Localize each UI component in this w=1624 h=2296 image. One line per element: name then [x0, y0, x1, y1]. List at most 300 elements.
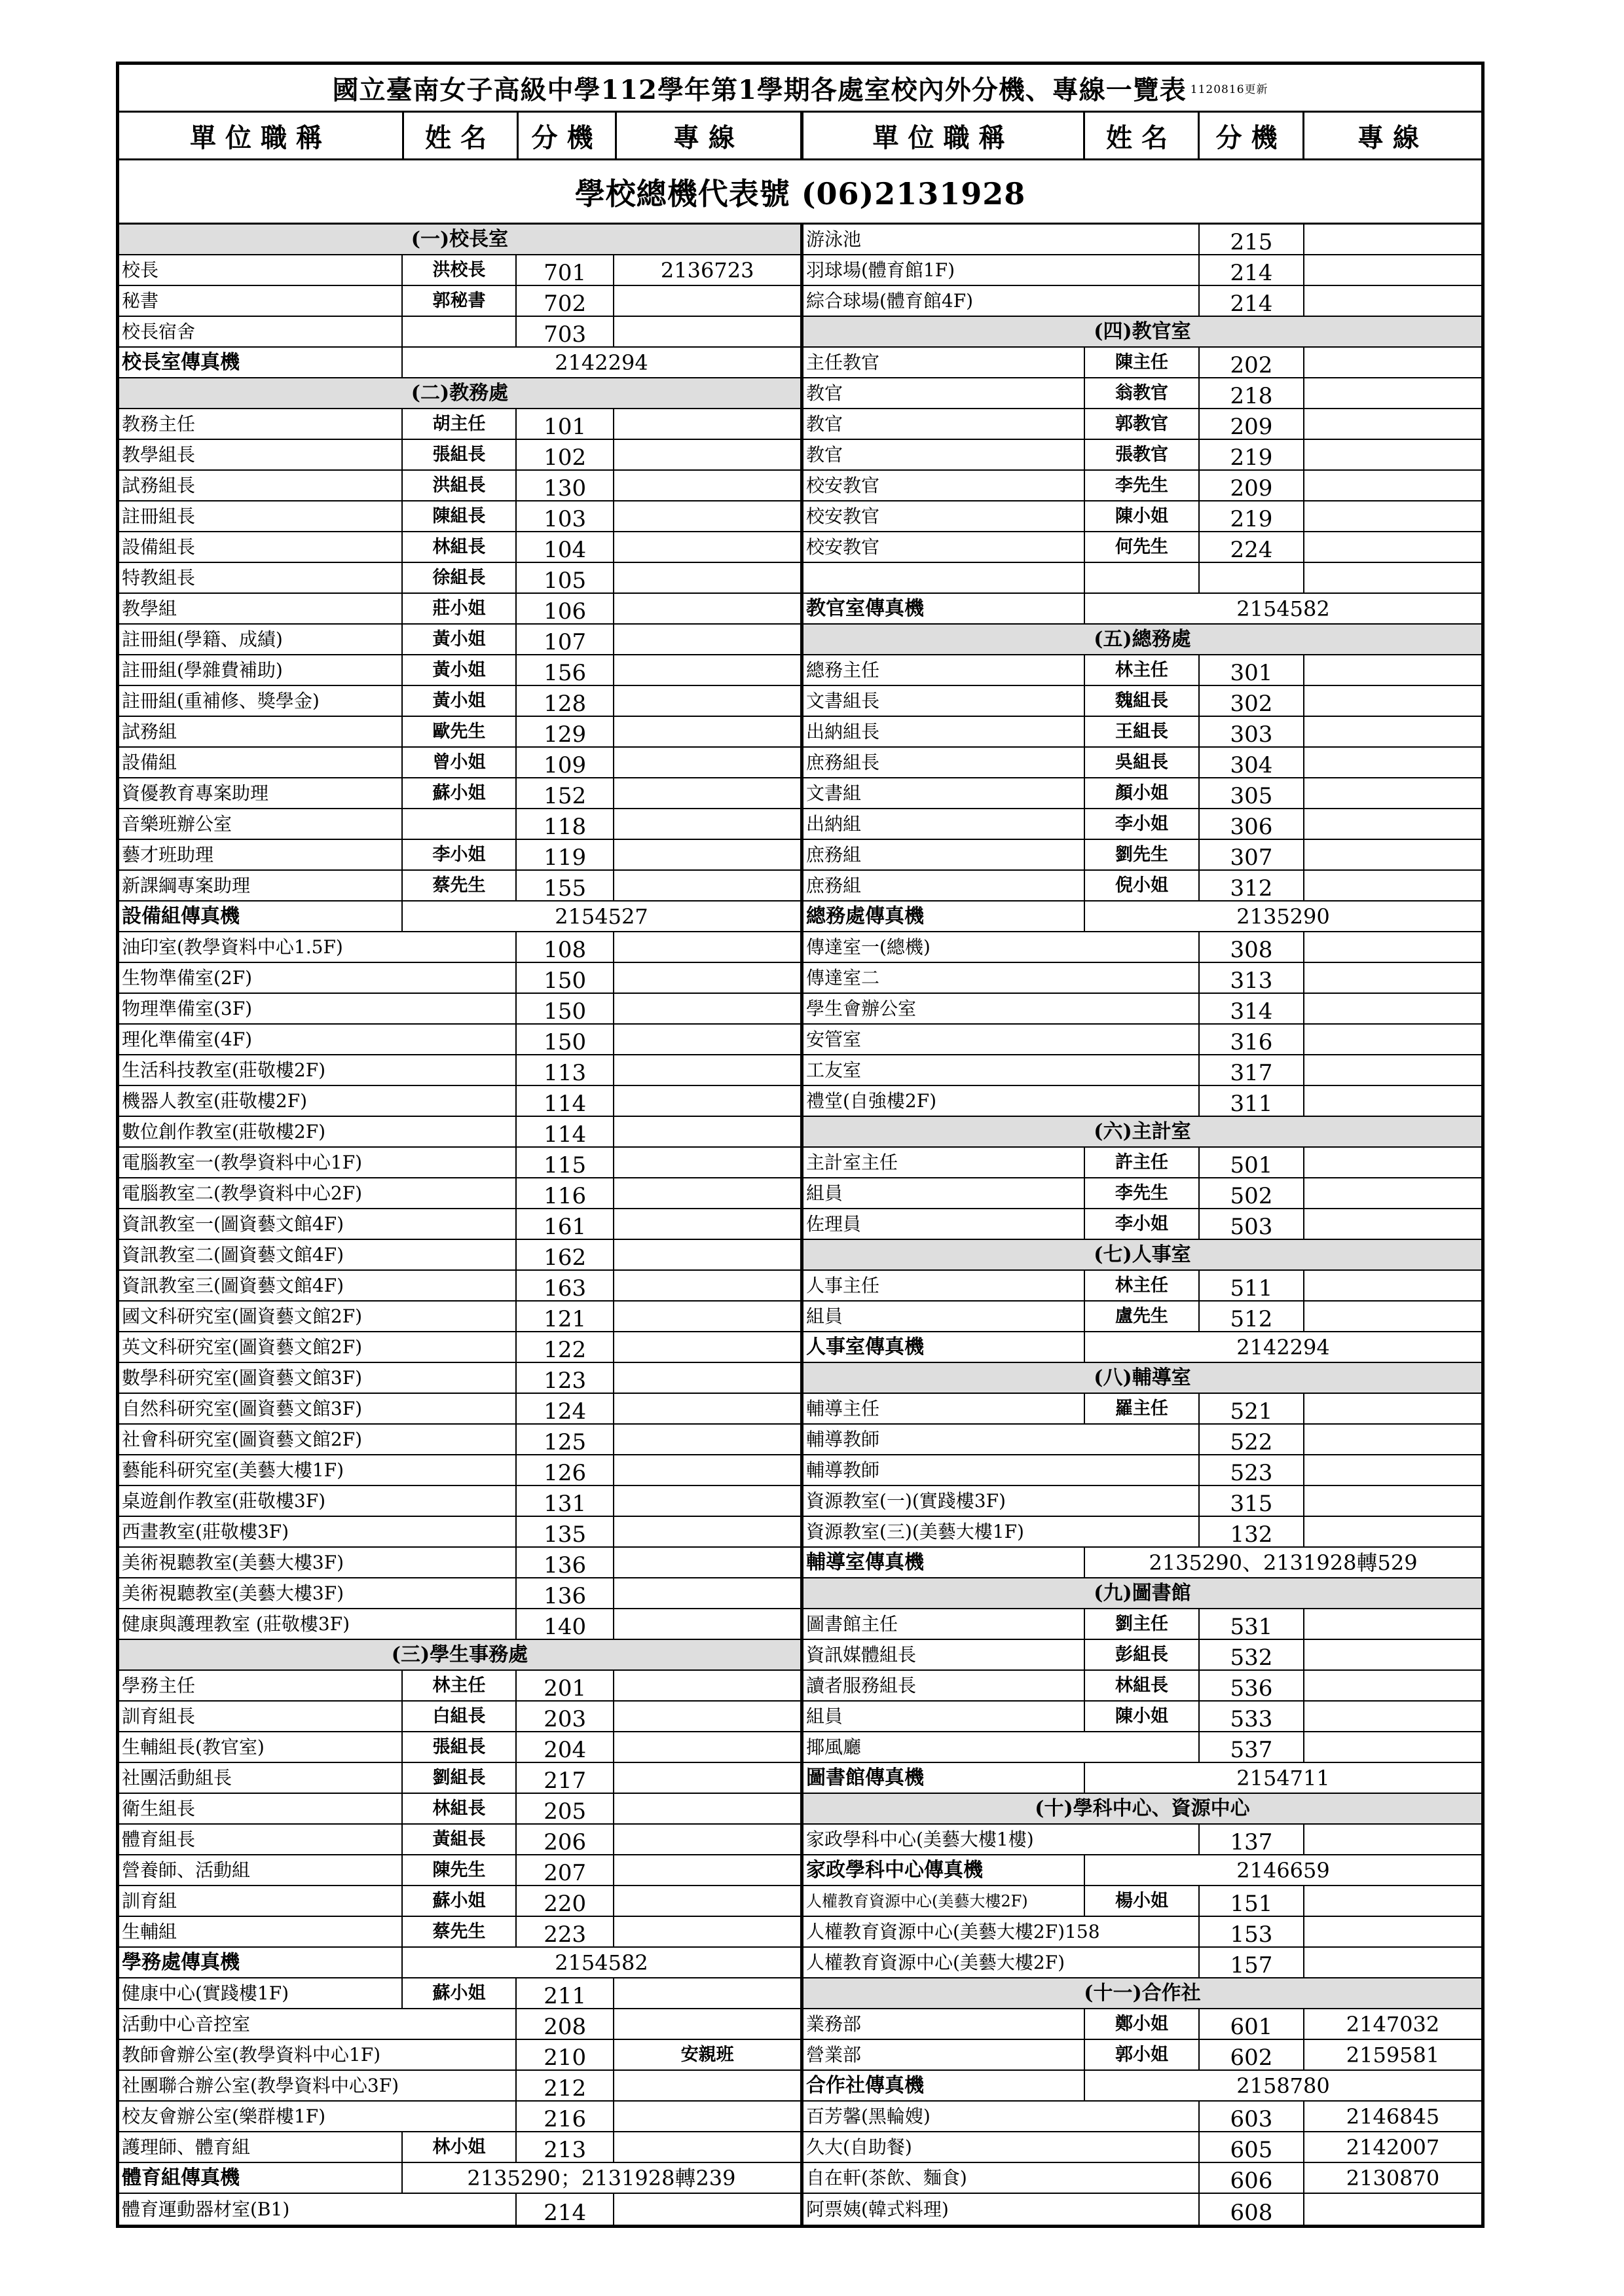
table-row	[119, 1148, 800, 1178]
direct-line-cell	[1304, 1886, 1481, 1916]
section-label: (十一)合作社	[1084, 1981, 1201, 2005]
table-row	[803, 1394, 1481, 1425]
extension-cell: 702	[517, 286, 614, 316]
extension-cell	[1200, 563, 1304, 592]
table-row	[119, 1240, 800, 1271]
unit-cell: 教官	[803, 378, 1085, 408]
extension-cell: 533	[1200, 1702, 1304, 1731]
direct-line-cell	[614, 655, 800, 685]
unit-cell: 註冊組(重補修、獎學金)	[119, 686, 403, 716]
direct-line-cell	[1304, 1025, 1481, 1054]
direct-line-cell	[614, 2009, 800, 2039]
extension-cell: 157	[1200, 1948, 1304, 1977]
fax-row	[803, 902, 1481, 932]
table-row	[119, 1825, 800, 1855]
direct-line-cell	[1304, 348, 1481, 377]
table-row	[119, 2102, 800, 2132]
unit-cell: 國文科研究室(圖資藝文館2F)	[119, 1302, 517, 1331]
direct-line-cell	[614, 1886, 800, 1916]
direct-line-cell	[614, 963, 800, 993]
extension-cell: 131	[517, 1486, 614, 1516]
section-label: (六)主計室	[1094, 1120, 1191, 1143]
name-cell: 徐組長	[403, 563, 517, 592]
extension-cell: 208	[517, 2009, 614, 2039]
unit-cell: 文書組長	[803, 686, 1085, 716]
direct-line-cell: 2130870	[1346, 2165, 1440, 2191]
unit-cell: 輔導教師	[803, 1425, 1200, 1454]
table-row	[119, 994, 800, 1025]
unit-cell: 體育運動器材室(B1)	[119, 2194, 517, 2225]
direct-line-cell	[614, 2071, 800, 2100]
extension-cell: 209	[1200, 409, 1304, 439]
extension-cell: 214	[1200, 255, 1304, 285]
extension-cell: 163	[517, 1271, 614, 1300]
name-cell: 李先生	[1085, 471, 1200, 500]
table-row	[803, 1671, 1481, 1702]
unit-cell: 安管室	[803, 1025, 1200, 1054]
section-label: (九)圖書館	[1094, 1581, 1191, 1605]
direct-line-cell	[1304, 1948, 1481, 1977]
direct-line-cell	[1304, 1609, 1481, 1639]
table-row	[119, 1978, 800, 2009]
table-row	[803, 2102, 1481, 2132]
extension-cell: 114	[517, 1117, 614, 1146]
table-row	[119, 1271, 800, 1302]
unit-cell: 出納組長	[803, 717, 1085, 746]
fax-number: 2146659	[1236, 1857, 1330, 1883]
direct-line-cell	[614, 778, 800, 808]
unit-cell: 學務主任	[119, 1671, 403, 1700]
extension-cell: 303	[1200, 717, 1304, 746]
table-row	[119, 840, 800, 871]
section-label: (七)人事室	[1094, 1243, 1191, 1266]
name-cell: 蘇小姐	[403, 1886, 517, 1916]
table-row	[119, 255, 800, 286]
name-cell: 黃組長	[403, 1825, 517, 1854]
unit-cell: 註冊組長	[119, 501, 403, 531]
table-row	[119, 2194, 800, 2225]
name-cell: 郭教官	[1085, 409, 1200, 439]
unit-cell: 健康與護理教室 (莊敬樓3F)	[119, 1609, 517, 1639]
section-header	[803, 1978, 1481, 2009]
direct-line-cell	[614, 1578, 800, 1608]
unit-cell: 組員	[803, 1302, 1085, 1331]
table-row	[803, 286, 1481, 317]
direct-line-cell	[614, 1178, 800, 1208]
unit-cell: 主任教官	[803, 348, 1085, 377]
direct-line-cell	[1304, 1917, 1481, 1946]
extension-cell: 521	[1200, 1394, 1304, 1423]
name-cell: 李小姐	[403, 840, 517, 869]
name-cell: 郭小姐	[1085, 2040, 1200, 2069]
main-number: 學校總機代表號 (06)2131928	[119, 160, 1481, 225]
extension-cell: 123	[517, 1363, 614, 1393]
direct-line-cell	[614, 1978, 800, 2008]
extension-cell: 107	[517, 625, 614, 654]
name-cell: 陳小姐	[1085, 501, 1200, 531]
name-cell: 郭秘書	[403, 286, 517, 316]
direct-line-cell	[1304, 994, 1481, 1023]
unit-cell: 佐理員	[803, 1209, 1085, 1239]
direct-line-cell	[614, 625, 800, 654]
name-cell: 洪校長	[403, 255, 517, 285]
direct-line-cell	[1304, 1148, 1481, 1177]
unit-cell: 油印室(教學資料中心1.5F)	[119, 932, 517, 962]
direct-line-cell	[1304, 1517, 1481, 1546]
direct-line-cell: 安親班	[680, 2045, 734, 2065]
name-cell	[1085, 563, 1200, 592]
table-row	[119, 1578, 800, 1609]
name-cell: 莊小姐	[403, 594, 517, 623]
extension-cell: 140	[517, 1609, 614, 1639]
header-name: 姓名	[404, 113, 519, 158]
table-row	[803, 440, 1481, 471]
table-row	[803, 717, 1481, 748]
table-row	[119, 1486, 800, 1517]
direct-line-cell	[614, 1117, 800, 1146]
direct-line-cell	[614, 409, 800, 439]
extension-cell: 315	[1200, 1486, 1304, 1516]
unit-cell: 美術視聽教室(美藝大樓3F)	[119, 1578, 517, 1608]
direct-line-cell	[1304, 1455, 1481, 1485]
extension-cell: 130	[517, 471, 614, 500]
direct-line-cell	[614, 871, 800, 900]
extension-cell: 119	[517, 840, 614, 869]
unit-cell: 藝能科研究室(美藝大樓1F)	[119, 1455, 517, 1485]
table-row	[803, 1886, 1481, 1917]
unit-cell: 生物準備室(2F)	[119, 963, 517, 993]
direct-line-cell	[1304, 1271, 1481, 1300]
direct-line-cell	[1304, 1209, 1481, 1239]
unit-cell: 教官	[803, 409, 1085, 439]
direct-line-cell	[1304, 686, 1481, 716]
table-row	[119, 1732, 800, 1763]
direct-line-cell	[1304, 440, 1481, 469]
unit-cell: 社團聯合辦公室(教學資料中心3F)	[119, 2071, 517, 2100]
unit-cell: 健康中心(實踐樓1F)	[119, 1978, 403, 2008]
direct-line-cell	[1304, 778, 1481, 808]
name-cell: 蔡先生	[403, 1917, 517, 1946]
direct-line-cell	[614, 1055, 800, 1085]
direct-line-cell	[614, 932, 800, 962]
section-header	[803, 1794, 1481, 1825]
unit-cell: 校友會辦公室(樂群樓1F)	[119, 2102, 517, 2131]
table-row	[803, 471, 1481, 501]
fax-label: 校長室傳真機	[119, 348, 403, 377]
table-row	[803, 1702, 1481, 1732]
direct-line-cell: 2142007	[1346, 2134, 1440, 2160]
extension-cell: 317	[1200, 1055, 1304, 1085]
unit-cell: 資訊教室一(圖資藝文館4F)	[119, 1209, 517, 1239]
table-row	[803, 1271, 1481, 1302]
fax-label: 家政學科中心傳真機	[803, 1855, 1085, 1885]
extension-cell: 213	[517, 2132, 614, 2162]
table-row	[803, 1025, 1481, 1055]
phone-directory-sheet	[116, 62, 1485, 2228]
name-cell: 林主任	[1085, 1271, 1200, 1300]
direct-line-cell	[614, 1763, 800, 1793]
direct-line-cell	[614, 2132, 800, 2162]
fax-number: 2154582	[1236, 596, 1330, 621]
directory-columns	[119, 225, 1481, 2225]
extension-cell: 512	[1200, 1302, 1304, 1331]
extension-cell: 306	[1200, 809, 1304, 839]
table-row	[119, 2071, 800, 2102]
table-row	[119, 963, 800, 994]
header-unit: 單位職稱	[803, 113, 1085, 158]
direct-line-cell	[614, 501, 800, 531]
direct-line-cell	[1304, 225, 1481, 254]
header-line: 專線	[617, 113, 803, 158]
unit-cell: 社會科研究室(圖資藝文館2F)	[119, 1425, 517, 1454]
fax-number: 2142294	[555, 350, 648, 375]
unit-cell: 綜合球場(體育館4F)	[803, 286, 1200, 316]
unit-cell: 理化準備室(4F)	[119, 1025, 517, 1054]
table-row	[119, 1763, 800, 1794]
table-row	[803, 1609, 1481, 1640]
name-cell: 蘇小姐	[403, 1978, 517, 2008]
extension-cell: 220	[517, 1886, 614, 1916]
extension-cell: 305	[1200, 778, 1304, 808]
fax-row	[119, 348, 800, 378]
section-label: (一)校長室	[411, 227, 509, 251]
header-line: 專線	[1357, 122, 1428, 153]
direct-line-cell	[614, 1086, 800, 1116]
name-cell: 林小姐	[403, 2132, 517, 2162]
table-row	[119, 1917, 800, 1948]
extension-cell: 209	[1200, 471, 1304, 500]
extension-cell: 224	[1200, 532, 1304, 562]
name-cell: 陳組長	[403, 501, 517, 531]
section-header	[803, 1240, 1481, 1271]
unit-cell: 傳達室二	[803, 963, 1200, 993]
table-row	[803, 2163, 1481, 2194]
unit-cell: 試務組長	[119, 471, 403, 500]
fax-label: 總務處傳真機	[803, 902, 1085, 931]
extension-cell: 153	[1200, 1917, 1304, 1946]
table-row	[119, 1025, 800, 1055]
name-cell: 盧先生	[1085, 1302, 1200, 1331]
table-row	[803, 748, 1481, 778]
unit-cell: 生輔組	[119, 1917, 403, 1946]
name-cell: 羅主任	[1085, 1394, 1200, 1423]
direct-line-cell	[1304, 1086, 1481, 1116]
fax-row	[803, 2071, 1481, 2102]
table-row	[119, 2132, 800, 2163]
fax-number: 2135290；2131928轉239	[467, 2165, 736, 2191]
table-row	[803, 225, 1481, 255]
extension-cell: 501	[1200, 1148, 1304, 1177]
extension-cell: 151	[1200, 1886, 1304, 1916]
direct-line-cell	[1304, 717, 1481, 746]
table-row	[119, 1209, 800, 1240]
table-row	[119, 809, 800, 840]
extension-cell: 608	[1200, 2194, 1304, 2225]
header-ext: 分機	[519, 113, 617, 158]
section-header	[803, 317, 1481, 348]
name-cell: 白組長	[403, 1702, 517, 1731]
table-row	[119, 1794, 800, 1825]
unit-cell: 讀者服務組長	[803, 1671, 1085, 1700]
unit-cell: 禮堂(自強樓2F)	[803, 1086, 1200, 1116]
extension-cell: 108	[517, 932, 614, 962]
unit-cell: 護理師、體育組	[119, 2132, 403, 2162]
extension-cell: 304	[1200, 748, 1304, 777]
unit-cell: 業務部	[803, 2009, 1085, 2039]
direct-line-cell	[1304, 1640, 1481, 1669]
extension-cell: 312	[1200, 871, 1304, 900]
table-row	[119, 717, 800, 748]
name-cell: 彭組長	[1085, 1640, 1200, 1669]
unit-cell: 生活科技教室(莊敬樓2F)	[119, 1055, 517, 1085]
unit-cell: 人權教育資源中心(美藝大樓2F)	[803, 1886, 1085, 1916]
direct-line-cell	[614, 1794, 800, 1823]
extension-cell: 116	[517, 1178, 614, 1208]
name-cell: 李先生	[1085, 1178, 1200, 1208]
direct-line-cell	[614, 1148, 800, 1177]
unit-cell: 特教組長	[119, 563, 403, 592]
direct-line-cell	[614, 1025, 800, 1054]
direct-line-cell	[1304, 1055, 1481, 1085]
extension-cell: 122	[517, 1332, 614, 1362]
table-row	[119, 1425, 800, 1455]
table-row	[803, 994, 1481, 1025]
extension-cell: 150	[517, 1025, 614, 1054]
name-cell: 翁教官	[1085, 378, 1200, 408]
direct-line-cell	[614, 717, 800, 746]
extension-cell: 532	[1200, 1640, 1304, 1669]
unit-cell: 設備組長	[119, 532, 403, 562]
unit-cell: 組員	[803, 1178, 1085, 1208]
unit-cell: 人事主任	[803, 1271, 1085, 1300]
direct-line-cell	[1304, 378, 1481, 408]
direct-line-cell	[614, 994, 800, 1023]
table-row	[119, 1548, 800, 1578]
name-cell: 陳小姐	[1085, 1702, 1200, 1731]
table-row	[119, 2040, 800, 2071]
extension-cell: 523	[1200, 1455, 1304, 1485]
unit-cell: 資源教室(一)(實踐樓3F)	[803, 1486, 1200, 1516]
unit-cell: 阿票姨(韓式料理)	[803, 2194, 1200, 2225]
table-row	[803, 348, 1481, 378]
name-cell	[403, 317, 517, 346]
name-cell: 林主任	[403, 1671, 517, 1700]
table-row	[119, 1178, 800, 1209]
extension-cell: 217	[517, 1763, 614, 1793]
table-row	[119, 1086, 800, 1117]
direct-line-cell	[614, 1425, 800, 1454]
extension-cell: 602	[1200, 2040, 1304, 2069]
extension-cell: 115	[517, 1148, 614, 1177]
table-row	[803, 809, 1481, 840]
direct-line-cell: 2147032	[1346, 2011, 1440, 2037]
extension-cell: 314	[1200, 994, 1304, 1023]
section-header	[803, 1363, 1481, 1394]
extension-cell: 207	[517, 1855, 614, 1885]
column-header-row	[119, 113, 1481, 160]
fax-row	[803, 1855, 1481, 1886]
section-label: (三)學生事務處	[391, 1643, 528, 1666]
table-row	[119, 1332, 800, 1363]
fax-label: 輔導室傳真機	[803, 1548, 1085, 1577]
direct-line-cell	[614, 317, 800, 346]
table-row	[119, 471, 800, 501]
fax-number: 2142294	[1236, 1334, 1330, 1360]
extension-cell: 129	[517, 717, 614, 746]
extension-cell: 105	[517, 563, 614, 592]
header-unit: 單位職稱	[119, 113, 404, 158]
table-row	[119, 1517, 800, 1548]
name-cell: 林組長	[403, 532, 517, 562]
extension-cell: 603	[1200, 2102, 1304, 2131]
unit-cell: 游泳池	[803, 225, 1200, 254]
extension-cell: 511	[1200, 1271, 1304, 1300]
direct-line-cell	[1304, 1671, 1481, 1700]
unit-cell: 自在軒(茶飲、麵食)	[803, 2163, 1200, 2193]
table-row	[803, 2009, 1481, 2040]
unit-cell: 資訊媒體組長	[803, 1640, 1085, 1669]
extension-cell: 301	[1200, 655, 1304, 685]
header-name: 姓名	[1085, 113, 1200, 158]
table-row	[119, 655, 800, 686]
extension-cell: 101	[517, 409, 614, 439]
unit-cell: 學生會辦公室	[803, 994, 1200, 1023]
direct-line-cell	[614, 1702, 800, 1731]
direct-line-cell	[614, 1363, 800, 1393]
table-row	[803, 1486, 1481, 1517]
table-row	[803, 1209, 1481, 1240]
unit-cell: 教務主任	[119, 409, 403, 439]
name-cell	[403, 809, 517, 839]
extension-cell: 214	[517, 2194, 614, 2225]
extension-cell: 204	[517, 1732, 614, 1762]
table-row	[119, 594, 800, 625]
name-cell: 何先生	[1085, 532, 1200, 562]
unit-cell: 藝才班助理	[119, 840, 403, 869]
unit-cell: 資優教育專案助理	[119, 778, 403, 808]
extension-cell: 223	[517, 1917, 614, 1946]
direct-line-cell	[1304, 655, 1481, 685]
table-row	[119, 1702, 800, 1732]
fax-label: 圖書館傳真機	[803, 1763, 1085, 1793]
direct-line-cell	[614, 1548, 800, 1577]
unit-cell: 傳達室一(總機)	[803, 932, 1200, 962]
unit-cell: 庶務組	[803, 840, 1085, 869]
direct-line-cell	[614, 1517, 800, 1546]
direct-line-cell	[614, 809, 800, 839]
extension-cell: 536	[1200, 1671, 1304, 1700]
direct-line-cell	[614, 1302, 800, 1331]
extension-cell: 210	[517, 2040, 614, 2069]
direct-line-cell	[1304, 1702, 1481, 1731]
table-row	[803, 2132, 1481, 2163]
fax-row	[803, 594, 1481, 625]
extension-cell: 302	[1200, 686, 1304, 716]
extension-cell: 152	[517, 778, 614, 808]
table-row	[119, 286, 800, 317]
extension-cell: 150	[517, 963, 614, 993]
extension-cell: 155	[517, 871, 614, 900]
extension-cell: 114	[517, 1086, 614, 1116]
table-row	[803, 655, 1481, 686]
unit-cell: 秘書	[119, 286, 403, 316]
unit-cell: 揶風廳	[803, 1732, 1200, 1762]
name-cell: 張教官	[1085, 440, 1200, 469]
extension-cell: 601	[1200, 2009, 1304, 2039]
table-row	[803, 501, 1481, 532]
fax-label: 體育組傳真機	[119, 2163, 403, 2193]
table-row	[119, 1394, 800, 1425]
